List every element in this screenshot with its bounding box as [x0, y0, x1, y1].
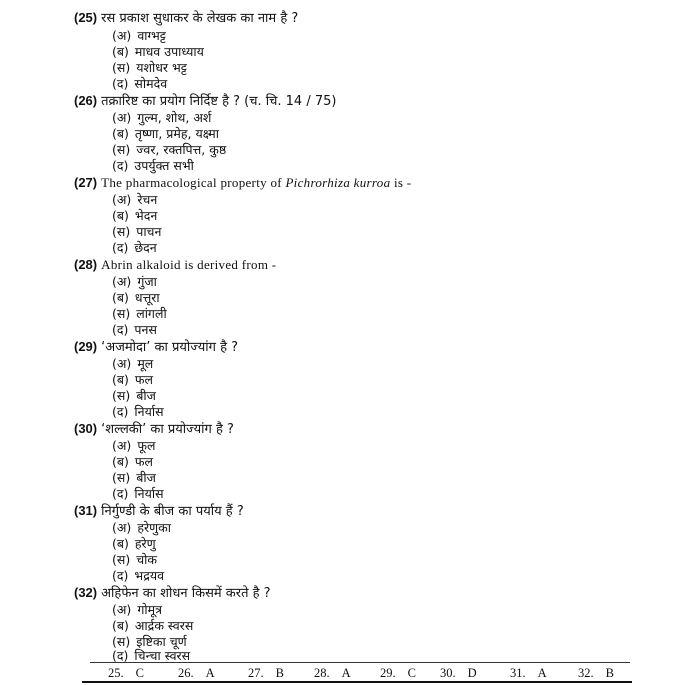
answer-32: 32. B — [578, 666, 614, 680]
option-c: (स) ज्वर, रक्तपित्त, कुष्ठ — [112, 142, 227, 157]
question-text: Abrin alkaloid is derived from - — [101, 257, 277, 272]
option-text: निर्यास — [134, 486, 164, 501]
question-26 — [74, 93, 336, 110]
answer-28: 28. A — [314, 666, 351, 680]
option-a: (अ) मूल — [112, 356, 154, 371]
option-b: (ब) माधव उपाध्याय — [112, 44, 204, 59]
option-text: बीज — [136, 388, 156, 403]
option-text: धत्तूरा — [134, 290, 160, 305]
question-32 — [74, 585, 271, 602]
option-d: (द) भद्रयव — [112, 568, 165, 583]
option-text: गुंजा — [137, 274, 157, 289]
option-d: (द) छेदन — [112, 240, 157, 255]
answer-key-bottom-rule — [82, 681, 632, 683]
option-b: (ब) तृष्णा, प्रमेह, यक्ष्मा — [112, 126, 219, 141]
question-text: The pharmacological property of Pichrorhiza kurroa is - — [101, 175, 412, 190]
question-number: (25) — [74, 10, 98, 25]
option-d: (द) निर्यास — [112, 404, 164, 419]
answer-25: 25. C — [108, 666, 144, 680]
option-a: (अ) फूल — [112, 438, 156, 453]
species-name: Pichrorhiza kurroa — [285, 175, 391, 190]
question-31 — [74, 503, 244, 520]
option-a: (अ) गुल्म, शोथ, अर्श — [112, 110, 212, 125]
option-text: चोक — [136, 552, 157, 567]
option-text: लांगली — [136, 306, 167, 321]
question-text: अहिफेन का शोधन किसमें करते है ? — [101, 586, 271, 601]
option-c: (स) बीज — [112, 388, 156, 403]
option-text: हरेणुका — [137, 520, 171, 535]
option-text: निर्यास — [134, 404, 164, 419]
option-text: आर्द्रक स्वरस — [134, 618, 194, 633]
answer-key-divider — [90, 662, 630, 663]
option-text: गोमूत्र — [137, 602, 162, 617]
question-text: रस प्रकाश सुधाकर के लेखक का नाम है ? — [101, 11, 299, 26]
option-text: माधव उपाध्याय — [134, 44, 204, 59]
option-c: (स) बीज — [112, 470, 156, 485]
option-a: (अ) गुंजा — [112, 274, 157, 289]
option-text: उपर्युक्त सभी — [134, 158, 194, 173]
option-text: गुल्म, शोथ, अर्श — [137, 110, 212, 125]
question-number: (30) — [74, 421, 98, 436]
option-text: हरेणु — [134, 536, 156, 551]
option-d: (द) चिन्चा स्वरस — [112, 648, 191, 663]
question-28 — [74, 257, 276, 274]
answer-27: 27. B — [248, 666, 284, 680]
answer-26: 26. A — [178, 666, 215, 680]
option-text: सोमदेव — [134, 76, 168, 91]
question-text: तक्रारिष्ट का प्रयोग निर्दिष्ट है ? (च. चि. 14 / 75) — [101, 94, 337, 109]
option-c: (स) यशोधर भट्ट — [112, 60, 187, 75]
question-number: (31) — [74, 503, 98, 518]
option-c: (स) इष्टिका चूर्ण — [112, 634, 187, 649]
option-d: (द) सोमदेव — [112, 76, 168, 91]
option-b: (ब) हरेणु — [112, 536, 156, 551]
option-d: (द) पनस — [112, 322, 157, 337]
option-b: (ब) आर्द्रक स्वरस — [112, 618, 194, 633]
option-text: रेचन — [137, 192, 158, 207]
option-d: (द) उपर्युक्त सभी — [112, 158, 194, 173]
question-number: (26) — [74, 93, 98, 108]
option-text: यशोधर भट्ट — [136, 60, 187, 75]
option-text: फल — [134, 372, 154, 387]
option-c: (स) पाचन — [112, 224, 162, 239]
question-27 — [74, 175, 411, 192]
option-text: तृष्णा, प्रमेह, यक्ष्मा — [134, 126, 219, 141]
question-number: (32) — [74, 585, 98, 600]
option-text: पाचन — [136, 224, 162, 239]
option-text: इष्टिका चूर्ण — [136, 634, 187, 649]
option-text: फूल — [137, 438, 156, 453]
option-b: (ब) फल — [112, 372, 154, 387]
option-b: (ब) धत्तूरा — [112, 290, 160, 305]
question-30 — [74, 421, 234, 438]
answer-29: 29. C — [380, 666, 416, 680]
option-text: चिन्चा स्वरस — [134, 648, 191, 663]
question-text: निर्गुण्डी के बीज का पर्याय हैं ? — [101, 504, 244, 519]
question-number: (28) — [74, 257, 98, 272]
option-text: बीज — [136, 470, 156, 485]
option-a: (अ) वाग्भट्ट — [112, 28, 166, 43]
option-c: (स) लांगली — [112, 306, 167, 321]
answer-31: 31. A — [510, 666, 547, 680]
option-text: ज्वर, रक्तपित्त, कुष्ठ — [136, 142, 227, 157]
question-number: (29) — [74, 339, 98, 354]
option-text: फल — [134, 454, 154, 469]
option-d: (द) निर्यास — [112, 486, 164, 501]
question-text: ‘अजमोदा’ का प्रयोज्यांग है ? — [101, 340, 239, 355]
option-a: (अ) हरेणुका — [112, 520, 171, 535]
option-a: (अ) रेचन — [112, 192, 158, 207]
option-b: (ब) फल — [112, 454, 154, 469]
option-text: पनस — [134, 322, 157, 337]
question-25 — [74, 10, 298, 27]
option-text: छेदन — [134, 240, 157, 255]
option-text: भद्रयव — [134, 568, 165, 583]
option-a: (अ) गोमूत्र — [112, 602, 162, 617]
answer-30: 30. D — [440, 666, 477, 680]
option-b: (ब) भेदन — [112, 208, 158, 223]
option-text: वाग्भट्ट — [137, 28, 166, 43]
question-text: ‘शल्लकी’ का प्रयोज्यांग है ? — [101, 422, 234, 437]
answer-key — [94, 666, 634, 682]
question-number: (27) — [74, 175, 98, 190]
option-text: मूल — [137, 356, 154, 371]
question-29 — [74, 339, 238, 356]
option-text: भेदन — [134, 208, 158, 223]
option-c: (स) चोक — [112, 552, 157, 567]
